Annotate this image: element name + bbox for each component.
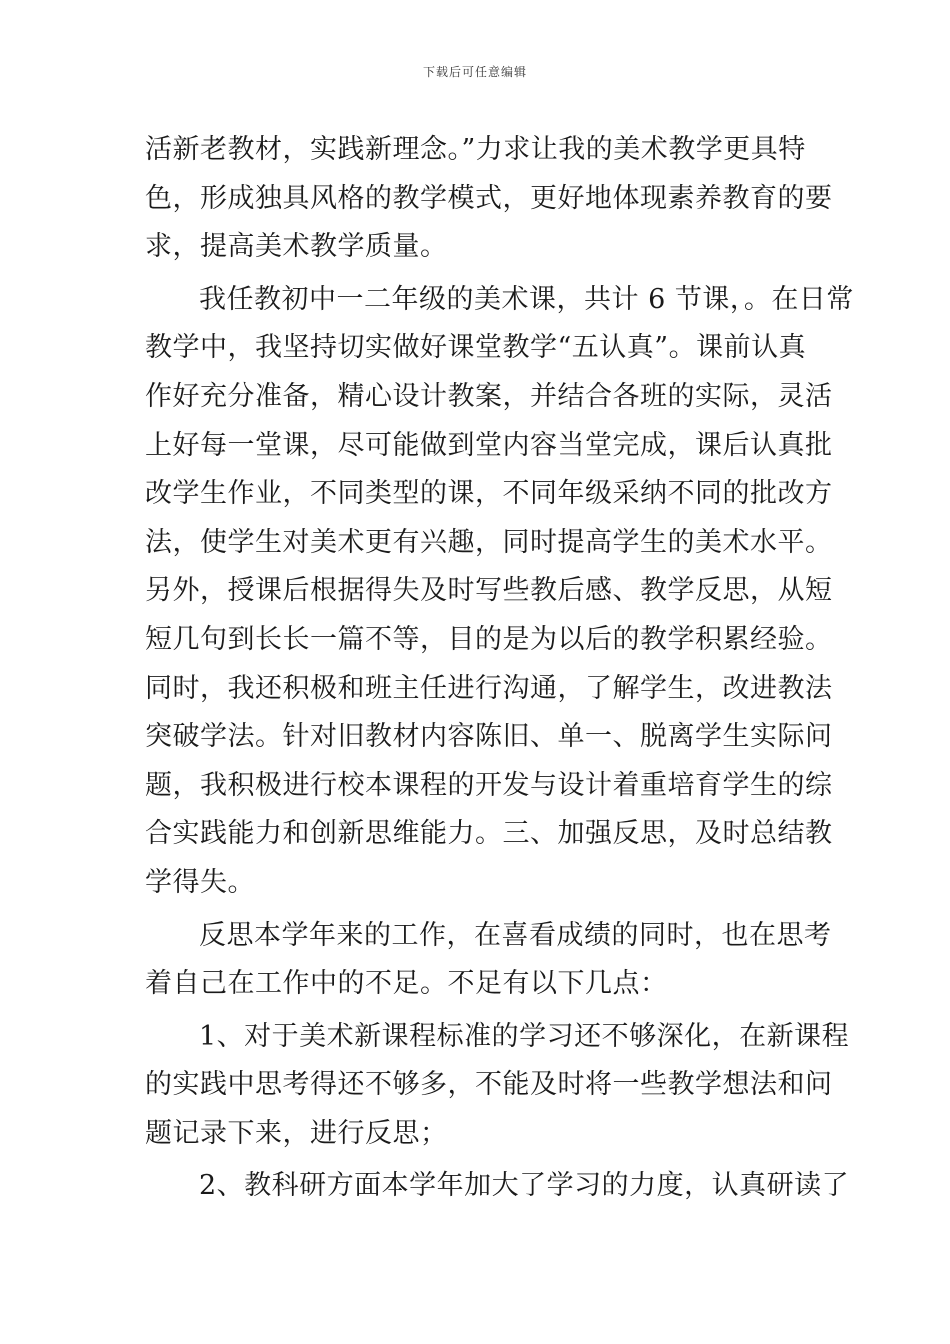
text-line: 1、对于美术新课程标准的学习还不够深化，在新课程 — [199, 1020, 850, 1052]
text-line: 学得失。 — [145, 866, 255, 898]
text-line: 求，提高美术教学质量。 — [145, 231, 448, 263]
page-header: 下载后可任意编辑 — [422, 65, 527, 79]
text-line: 短几句到长长一篇不等，目的是为以后的教学积累经验。 — [145, 623, 833, 655]
text-line: 同时，我还积极和班主任进行沟通，了解学生，改进教法 — [145, 672, 833, 704]
text-line: 的实践中思考得还不够多，不能及时将一些教学想法和问 — [145, 1069, 833, 1101]
paragraph — [145, 1162, 850, 1211]
paragraph — [145, 1013, 850, 1159]
text-line: 色，形成独具风格的教学模式，更好地体现素养教育的要 — [145, 182, 833, 214]
paragraph — [145, 276, 854, 908]
text-line: 我任教初中一二年级的美术课，共计 6 节课，。在日常 — [199, 283, 854, 315]
text-line: 反思本学年来的工作，在喜看成绩的同时，也在思考 — [199, 919, 832, 951]
text-line: 法，使学生对美术更有兴趣，同时提高学生的美术水平。 — [145, 526, 833, 558]
text-line: 另外，授课后根据得失及时写些教后感、教学反思，从短 — [145, 575, 833, 607]
text-line: 2、教科研方面本学年加大了学习的力度，认真研读了 — [199, 1170, 850, 1202]
text-line: 活新老教材，实践新理念。”力求让我的美术教学更具特 — [145, 134, 806, 165]
text-line: 教学中，我坚持切实做好课堂教学“五认真”。课前认真 — [145, 332, 807, 364]
text-line: 作好充分准备，精心设计教案，并结合各班的实际，灵活 — [145, 380, 833, 412]
text-line: 上好每一堂课，尽可能做到堂内容当堂完成，课后认真批 — [145, 429, 833, 461]
document-body — [145, 126, 854, 1211]
text-line: 改学生作业，不同类型的课，不同年级采纳不同的批改方 — [145, 478, 833, 510]
text-line: 突破学法。针对旧教材内容陈旧、单一、脱离学生实际问 — [145, 721, 833, 753]
paragraph — [145, 912, 832, 1009]
text-line: 着自己在工作中的不足。不足有以下几点： — [145, 968, 668, 1000]
paragraph — [145, 126, 833, 272]
text-line: 题记录下来，进行反思； — [145, 1117, 448, 1149]
text-line: 题，我积极进行校本课程的开发与设计着重培育学生的综 — [145, 769, 833, 801]
text-line: 合实践能力和创新思维能力。三、加强反思，及时总结教 — [145, 818, 833, 850]
